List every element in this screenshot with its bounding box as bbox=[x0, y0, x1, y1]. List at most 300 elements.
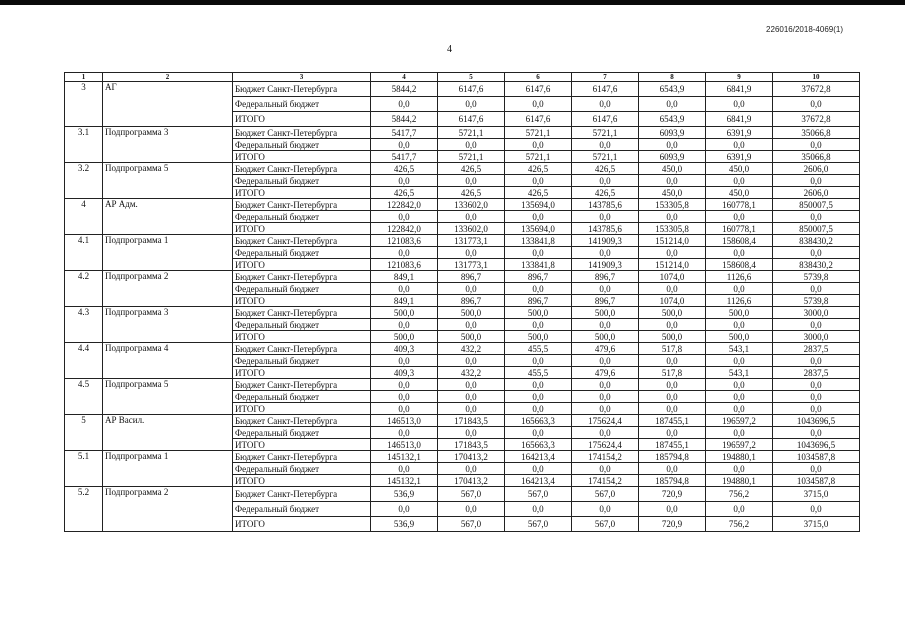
row-code: 3.2 bbox=[65, 163, 103, 199]
amount-cell: 196597,2 bbox=[706, 439, 773, 451]
program-name: Подпрограмма 3 bbox=[103, 307, 233, 343]
budget-category: Федеральный бюджет bbox=[233, 319, 371, 331]
amount-cell: 720,9 bbox=[639, 517, 706, 532]
amount-cell: 165663,3 bbox=[505, 415, 572, 427]
budget-category: ИТОГО bbox=[233, 367, 371, 379]
row-code: 4.1 bbox=[65, 235, 103, 271]
program-name: Подпрограмма 2 bbox=[103, 271, 233, 307]
budget-category: Федеральный бюджет bbox=[233, 391, 371, 403]
amount-cell: 896,7 bbox=[505, 295, 572, 307]
amount-cell: 133841,8 bbox=[505, 259, 572, 271]
column-number-header: 3 bbox=[233, 73, 371, 82]
amount-cell: 2606,0 bbox=[773, 187, 860, 199]
amount-cell: 164213,4 bbox=[505, 475, 572, 487]
amount-cell: 450,0 bbox=[706, 163, 773, 175]
budget-category: Федеральный бюджет bbox=[233, 139, 371, 151]
amount-cell: 0,0 bbox=[505, 391, 572, 403]
amount-cell: 0,0 bbox=[505, 211, 572, 223]
amount-cell: 567,0 bbox=[438, 517, 505, 532]
budget-category: Федеральный бюджет bbox=[233, 427, 371, 439]
amount-cell: 0,0 bbox=[773, 211, 860, 223]
row-code: 5 bbox=[65, 415, 103, 451]
amount-cell: 35066,8 bbox=[773, 151, 860, 163]
program-name: АР Васил. bbox=[103, 415, 233, 451]
amount-cell: 432,2 bbox=[438, 367, 505, 379]
amount-cell: 0,0 bbox=[639, 502, 706, 517]
amount-cell: 6147,6 bbox=[505, 112, 572, 127]
amount-cell: 0,0 bbox=[572, 427, 639, 439]
budget-category: Бюджет Санкт-Петербурга bbox=[233, 82, 371, 97]
amount-cell: 0,0 bbox=[639, 379, 706, 391]
amount-cell: 543,1 bbox=[706, 367, 773, 379]
column-number-header: 2 bbox=[103, 73, 233, 82]
amount-cell: 153305,8 bbox=[639, 199, 706, 211]
amount-cell: 6093,9 bbox=[639, 127, 706, 139]
amount-cell: 165663,3 bbox=[505, 439, 572, 451]
amount-cell: 143785,6 bbox=[572, 223, 639, 235]
amount-cell: 500,0 bbox=[505, 331, 572, 343]
amount-cell: 409,3 bbox=[371, 367, 438, 379]
amount-cell: 0,0 bbox=[639, 463, 706, 475]
amount-cell: 567,0 bbox=[572, 517, 639, 532]
amount-cell: 0,0 bbox=[371, 319, 438, 331]
table-row bbox=[65, 415, 860, 427]
budget-category: Бюджет Санкт-Петербурга bbox=[233, 235, 371, 247]
amount-cell: 6147,6 bbox=[505, 82, 572, 97]
budget-category: Федеральный бюджет bbox=[233, 175, 371, 187]
amount-cell: 0,0 bbox=[572, 502, 639, 517]
amount-cell: 0,0 bbox=[438, 211, 505, 223]
budget-category: ИТОГО bbox=[233, 475, 371, 487]
amount-cell: 0,0 bbox=[505, 139, 572, 151]
amount-cell: 37672,8 bbox=[773, 112, 860, 127]
amount-cell: 0,0 bbox=[706, 139, 773, 151]
amount-cell: 146513,0 bbox=[371, 415, 438, 427]
amount-cell: 164213,4 bbox=[505, 451, 572, 463]
amount-cell: 5721,1 bbox=[572, 151, 639, 163]
amount-cell: 151214,0 bbox=[639, 235, 706, 247]
amount-cell: 0,0 bbox=[371, 502, 438, 517]
amount-cell: 0,0 bbox=[572, 391, 639, 403]
amount-cell: 194880,1 bbox=[706, 451, 773, 463]
budget-category: Бюджет Санкт-Петербурга bbox=[233, 271, 371, 283]
amount-cell: 0,0 bbox=[639, 403, 706, 415]
amount-cell: 0,0 bbox=[639, 139, 706, 151]
amount-cell: 0,0 bbox=[505, 403, 572, 415]
amount-cell: 185794,8 bbox=[639, 475, 706, 487]
amount-cell: 6147,6 bbox=[438, 82, 505, 97]
amount-cell: 426,5 bbox=[572, 187, 639, 199]
amount-cell: 153305,8 bbox=[639, 223, 706, 235]
amount-cell: 0,0 bbox=[572, 355, 639, 367]
amount-cell: 536,9 bbox=[371, 487, 438, 502]
column-number-header: 1 bbox=[65, 73, 103, 82]
amount-cell: 756,2 bbox=[706, 517, 773, 532]
amount-cell: 500,0 bbox=[706, 331, 773, 343]
budget-category: Бюджет Санкт-Петербурга bbox=[233, 379, 371, 391]
amount-cell: 0,0 bbox=[706, 97, 773, 112]
amount-cell: 0,0 bbox=[639, 97, 706, 112]
amount-cell: 0,0 bbox=[773, 319, 860, 331]
amount-cell: 5721,1 bbox=[572, 127, 639, 139]
amount-cell: 3715,0 bbox=[773, 517, 860, 532]
amount-cell: 0,0 bbox=[773, 97, 860, 112]
program-name: Подпрограмма 2 bbox=[103, 487, 233, 532]
amount-cell: 432,2 bbox=[438, 343, 505, 355]
amount-cell: 567,0 bbox=[505, 517, 572, 532]
amount-cell: 1034587,8 bbox=[773, 451, 860, 463]
amount-cell: 122842,0 bbox=[371, 199, 438, 211]
budget-category: ИТОГО bbox=[233, 331, 371, 343]
amount-cell: 1126,6 bbox=[706, 295, 773, 307]
budget-category: Бюджет Санкт-Петербурга bbox=[233, 307, 371, 319]
amount-cell: 500,0 bbox=[371, 331, 438, 343]
amount-cell: 0,0 bbox=[572, 247, 639, 259]
amount-cell: 160778,1 bbox=[706, 199, 773, 211]
amount-cell: 196597,2 bbox=[706, 415, 773, 427]
amount-cell: 0,0 bbox=[773, 139, 860, 151]
amount-cell: 2837,5 bbox=[773, 343, 860, 355]
amount-cell: 145132,1 bbox=[371, 475, 438, 487]
amount-cell: 3000,0 bbox=[773, 307, 860, 319]
amount-cell: 0,0 bbox=[572, 139, 639, 151]
amount-cell: 450,0 bbox=[639, 163, 706, 175]
row-code: 4.5 bbox=[65, 379, 103, 415]
amount-cell: 0,0 bbox=[706, 175, 773, 187]
amount-cell: 850007,5 bbox=[773, 199, 860, 211]
amount-cell: 0,0 bbox=[371, 175, 438, 187]
amount-cell: 0,0 bbox=[773, 283, 860, 295]
amount-cell: 175624,4 bbox=[572, 439, 639, 451]
amount-cell: 5721,1 bbox=[505, 127, 572, 139]
amount-cell: 0,0 bbox=[438, 175, 505, 187]
amount-cell: 5739,8 bbox=[773, 271, 860, 283]
amount-cell: 1126,6 bbox=[706, 271, 773, 283]
amount-cell: 0,0 bbox=[706, 355, 773, 367]
amount-cell: 6391,9 bbox=[706, 151, 773, 163]
amount-cell: 6543,9 bbox=[639, 112, 706, 127]
amount-cell: 0,0 bbox=[572, 463, 639, 475]
amount-cell: 896,7 bbox=[505, 271, 572, 283]
amount-cell: 0,0 bbox=[438, 319, 505, 331]
amount-cell: 500,0 bbox=[706, 307, 773, 319]
amount-cell: 6391,9 bbox=[706, 127, 773, 139]
table-row bbox=[65, 487, 860, 502]
amount-cell: 450,0 bbox=[706, 187, 773, 199]
amount-cell: 0,0 bbox=[572, 175, 639, 187]
amount-cell: 517,8 bbox=[639, 343, 706, 355]
amount-cell: 500,0 bbox=[438, 307, 505, 319]
amount-cell: 0,0 bbox=[706, 379, 773, 391]
amount-cell: 0,0 bbox=[371, 391, 438, 403]
amount-cell: 146513,0 bbox=[371, 439, 438, 451]
program-name: Подпрограмма 4 bbox=[103, 343, 233, 379]
amount-cell: 0,0 bbox=[438, 283, 505, 295]
amount-cell: 122842,0 bbox=[371, 223, 438, 235]
budget-category: ИТОГО bbox=[233, 223, 371, 235]
amount-cell: 426,5 bbox=[438, 163, 505, 175]
budget-category: Федеральный бюджет bbox=[233, 355, 371, 367]
amount-cell: 0,0 bbox=[371, 463, 438, 475]
amount-cell: 479,6 bbox=[572, 367, 639, 379]
amount-cell: 174154,2 bbox=[572, 451, 639, 463]
table-row bbox=[65, 199, 860, 211]
budget-category: Федеральный бюджет bbox=[233, 463, 371, 475]
amount-cell: 500,0 bbox=[572, 307, 639, 319]
amount-cell: 6841,9 bbox=[706, 112, 773, 127]
amount-cell: 151214,0 bbox=[639, 259, 706, 271]
amount-cell: 517,8 bbox=[639, 367, 706, 379]
amount-cell: 500,0 bbox=[572, 331, 639, 343]
amount-cell: 0,0 bbox=[371, 139, 438, 151]
amount-cell: 0,0 bbox=[371, 379, 438, 391]
program-name: Подпрограмма 3 bbox=[103, 127, 233, 163]
amount-cell: 1043696,5 bbox=[773, 439, 860, 451]
budget-category: ИТОГО bbox=[233, 403, 371, 415]
amount-cell: 171843,5 bbox=[438, 439, 505, 451]
amount-cell: 0,0 bbox=[505, 355, 572, 367]
amount-cell: 121083,6 bbox=[371, 259, 438, 271]
table-row bbox=[65, 379, 860, 391]
amount-cell: 0,0 bbox=[505, 427, 572, 439]
amount-cell: 0,0 bbox=[706, 427, 773, 439]
column-number-header: 7 bbox=[572, 73, 639, 82]
column-number-header: 10 bbox=[773, 73, 860, 82]
amount-cell: 720,9 bbox=[639, 487, 706, 502]
row-code: 4.2 bbox=[65, 271, 103, 307]
amount-cell: 170413,2 bbox=[438, 451, 505, 463]
amount-cell: 0,0 bbox=[505, 502, 572, 517]
amount-cell: 450,0 bbox=[639, 187, 706, 199]
amount-cell: 0,0 bbox=[572, 211, 639, 223]
amount-cell: 0,0 bbox=[773, 502, 860, 517]
amount-cell: 1034587,8 bbox=[773, 475, 860, 487]
amount-cell: 0,0 bbox=[773, 355, 860, 367]
budget-table bbox=[64, 72, 860, 532]
amount-cell: 5417,7 bbox=[371, 127, 438, 139]
amount-cell: 5417,7 bbox=[371, 151, 438, 163]
amount-cell: 849,1 bbox=[371, 295, 438, 307]
column-number-header: 5 bbox=[438, 73, 505, 82]
amount-cell: 141909,3 bbox=[572, 259, 639, 271]
row-code: 3.1 bbox=[65, 127, 103, 163]
amount-cell: 0,0 bbox=[639, 391, 706, 403]
amount-cell: 185794,8 bbox=[639, 451, 706, 463]
amount-cell: 0,0 bbox=[706, 403, 773, 415]
amount-cell: 5844,2 bbox=[371, 82, 438, 97]
amount-cell: 5721,1 bbox=[438, 151, 505, 163]
amount-cell: 0,0 bbox=[639, 283, 706, 295]
row-code: 4 bbox=[65, 199, 103, 235]
amount-cell: 5844,2 bbox=[371, 112, 438, 127]
amount-cell: 0,0 bbox=[706, 283, 773, 295]
amount-cell: 0,0 bbox=[773, 379, 860, 391]
amount-cell: 1074,0 bbox=[639, 295, 706, 307]
amount-cell: 6841,9 bbox=[706, 82, 773, 97]
amount-cell: 133602,0 bbox=[438, 223, 505, 235]
amount-cell: 0,0 bbox=[438, 463, 505, 475]
amount-cell: 121083,6 bbox=[371, 235, 438, 247]
amount-cell: 543,1 bbox=[706, 343, 773, 355]
budget-category: Федеральный бюджет bbox=[233, 247, 371, 259]
column-number-header: 8 bbox=[639, 73, 706, 82]
amount-cell: 479,6 bbox=[572, 343, 639, 355]
budget-category: Федеральный бюджет bbox=[233, 211, 371, 223]
amount-cell: 0,0 bbox=[371, 427, 438, 439]
budget-category: ИТОГО bbox=[233, 187, 371, 199]
amount-cell: 455,5 bbox=[505, 367, 572, 379]
budget-category: ИТОГО bbox=[233, 259, 371, 271]
amount-cell: 0,0 bbox=[773, 175, 860, 187]
amount-cell: 0,0 bbox=[505, 283, 572, 295]
amount-cell: 194880,1 bbox=[706, 475, 773, 487]
budget-category: ИТОГО bbox=[233, 151, 371, 163]
amount-cell: 0,0 bbox=[438, 97, 505, 112]
amount-cell: 500,0 bbox=[639, 331, 706, 343]
amount-cell: 500,0 bbox=[438, 331, 505, 343]
budget-category: Бюджет Санкт-Петербурга bbox=[233, 487, 371, 502]
budget-category: Бюджет Санкт-Петербурга bbox=[233, 343, 371, 355]
amount-cell: 500,0 bbox=[505, 307, 572, 319]
amount-cell: 0,0 bbox=[706, 463, 773, 475]
amount-cell: 2837,5 bbox=[773, 367, 860, 379]
amount-cell: 174154,2 bbox=[572, 475, 639, 487]
amount-cell: 409,3 bbox=[371, 343, 438, 355]
amount-cell: 0,0 bbox=[706, 319, 773, 331]
amount-cell: 0,0 bbox=[371, 247, 438, 259]
row-code: 5.1 bbox=[65, 451, 103, 487]
amount-cell: 131773,1 bbox=[438, 259, 505, 271]
page-number: 4 bbox=[447, 44, 452, 55]
amount-cell: 426,5 bbox=[505, 163, 572, 175]
row-code: 4.3 bbox=[65, 307, 103, 343]
amount-cell: 131773,1 bbox=[438, 235, 505, 247]
amount-cell: 6147,6 bbox=[572, 112, 639, 127]
amount-cell: 0,0 bbox=[371, 355, 438, 367]
row-code: 3 bbox=[65, 82, 103, 127]
top-edge-bar bbox=[0, 0, 905, 5]
budget-category: Федеральный бюджет bbox=[233, 502, 371, 517]
amount-cell: 0,0 bbox=[438, 247, 505, 259]
amount-cell: 0,0 bbox=[773, 403, 860, 415]
amount-cell: 426,5 bbox=[371, 187, 438, 199]
amount-cell: 187455,1 bbox=[639, 415, 706, 427]
budget-category: Федеральный бюджет bbox=[233, 283, 371, 295]
budget-category: ИТОГО bbox=[233, 517, 371, 532]
amount-cell: 500,0 bbox=[371, 307, 438, 319]
table-row bbox=[65, 451, 860, 463]
budget-category: Бюджет Санкт-Петербурга bbox=[233, 451, 371, 463]
amount-cell: 500,0 bbox=[639, 307, 706, 319]
header-row bbox=[65, 73, 860, 82]
amount-cell: 3000,0 bbox=[773, 331, 860, 343]
amount-cell: 3715,0 bbox=[773, 487, 860, 502]
amount-cell: 455,5 bbox=[505, 343, 572, 355]
amount-cell: 133602,0 bbox=[438, 199, 505, 211]
amount-cell: 0,0 bbox=[639, 175, 706, 187]
amount-cell: 133841,8 bbox=[505, 235, 572, 247]
amount-cell: 0,0 bbox=[371, 283, 438, 295]
amount-cell: 896,7 bbox=[572, 295, 639, 307]
row-code: 5.2 bbox=[65, 487, 103, 532]
amount-cell: 2606,0 bbox=[773, 163, 860, 175]
amount-cell: 426,5 bbox=[505, 187, 572, 199]
amount-cell: 5721,1 bbox=[438, 127, 505, 139]
amount-cell: 0,0 bbox=[706, 247, 773, 259]
amount-cell: 5739,8 bbox=[773, 295, 860, 307]
amount-cell: 0,0 bbox=[438, 403, 505, 415]
amount-cell: 158608,4 bbox=[706, 235, 773, 247]
document-id: 226016/2018-4069(1) bbox=[766, 25, 843, 34]
budget-category: Бюджет Санкт-Петербурга bbox=[233, 415, 371, 427]
table-row bbox=[65, 271, 860, 283]
amount-cell: 838430,2 bbox=[773, 259, 860, 271]
column-number-header: 4 bbox=[371, 73, 438, 82]
budget-category: Бюджет Санкт-Петербурга bbox=[233, 127, 371, 139]
amount-cell: 0,0 bbox=[438, 355, 505, 367]
amount-cell: 0,0 bbox=[438, 427, 505, 439]
table-row bbox=[65, 127, 860, 139]
amount-cell: 143785,6 bbox=[572, 199, 639, 211]
amount-cell: 0,0 bbox=[505, 97, 572, 112]
row-code: 4.4 bbox=[65, 343, 103, 379]
amount-cell: 0,0 bbox=[371, 97, 438, 112]
amount-cell: 849,1 bbox=[371, 271, 438, 283]
amount-cell: 426,5 bbox=[371, 163, 438, 175]
amount-cell: 0,0 bbox=[639, 211, 706, 223]
amount-cell: 756,2 bbox=[706, 487, 773, 502]
amount-cell: 0,0 bbox=[572, 403, 639, 415]
amount-cell: 850007,5 bbox=[773, 223, 860, 235]
amount-cell: 0,0 bbox=[505, 319, 572, 331]
amount-cell: 0,0 bbox=[371, 403, 438, 415]
amount-cell: 838430,2 bbox=[773, 235, 860, 247]
amount-cell: 0,0 bbox=[371, 211, 438, 223]
amount-cell: 6543,9 bbox=[639, 82, 706, 97]
amount-cell: 0,0 bbox=[706, 391, 773, 403]
amount-cell: 6147,6 bbox=[438, 112, 505, 127]
column-number-header: 6 bbox=[505, 73, 572, 82]
amount-cell: 536,9 bbox=[371, 517, 438, 532]
program-name: АГ bbox=[103, 82, 233, 127]
amount-cell: 0,0 bbox=[706, 502, 773, 517]
amount-cell: 0,0 bbox=[505, 247, 572, 259]
amount-cell: 0,0 bbox=[438, 391, 505, 403]
amount-cell: 0,0 bbox=[773, 391, 860, 403]
amount-cell: 0,0 bbox=[505, 175, 572, 187]
table-row bbox=[65, 343, 860, 355]
program-name: АР Адм. bbox=[103, 199, 233, 235]
program-name: Подпрограмма 5 bbox=[103, 379, 233, 415]
table-row bbox=[65, 82, 860, 97]
amount-cell: 187455,1 bbox=[639, 439, 706, 451]
amount-cell: 6093,9 bbox=[639, 151, 706, 163]
amount-cell: 1043696,5 bbox=[773, 415, 860, 427]
amount-cell: 0,0 bbox=[639, 427, 706, 439]
budget-category: ИТОГО bbox=[233, 295, 371, 307]
amount-cell: 0,0 bbox=[639, 247, 706, 259]
amount-cell: 896,7 bbox=[572, 271, 639, 283]
amount-cell: 158608,4 bbox=[706, 259, 773, 271]
amount-cell: 0,0 bbox=[639, 355, 706, 367]
amount-cell: 6147,6 bbox=[572, 82, 639, 97]
amount-cell: 0,0 bbox=[572, 283, 639, 295]
amount-cell: 135694,0 bbox=[505, 223, 572, 235]
amount-cell: 0,0 bbox=[438, 502, 505, 517]
amount-cell: 0,0 bbox=[505, 379, 572, 391]
table-row bbox=[65, 235, 860, 247]
program-name: Подпрограмма 1 bbox=[103, 451, 233, 487]
